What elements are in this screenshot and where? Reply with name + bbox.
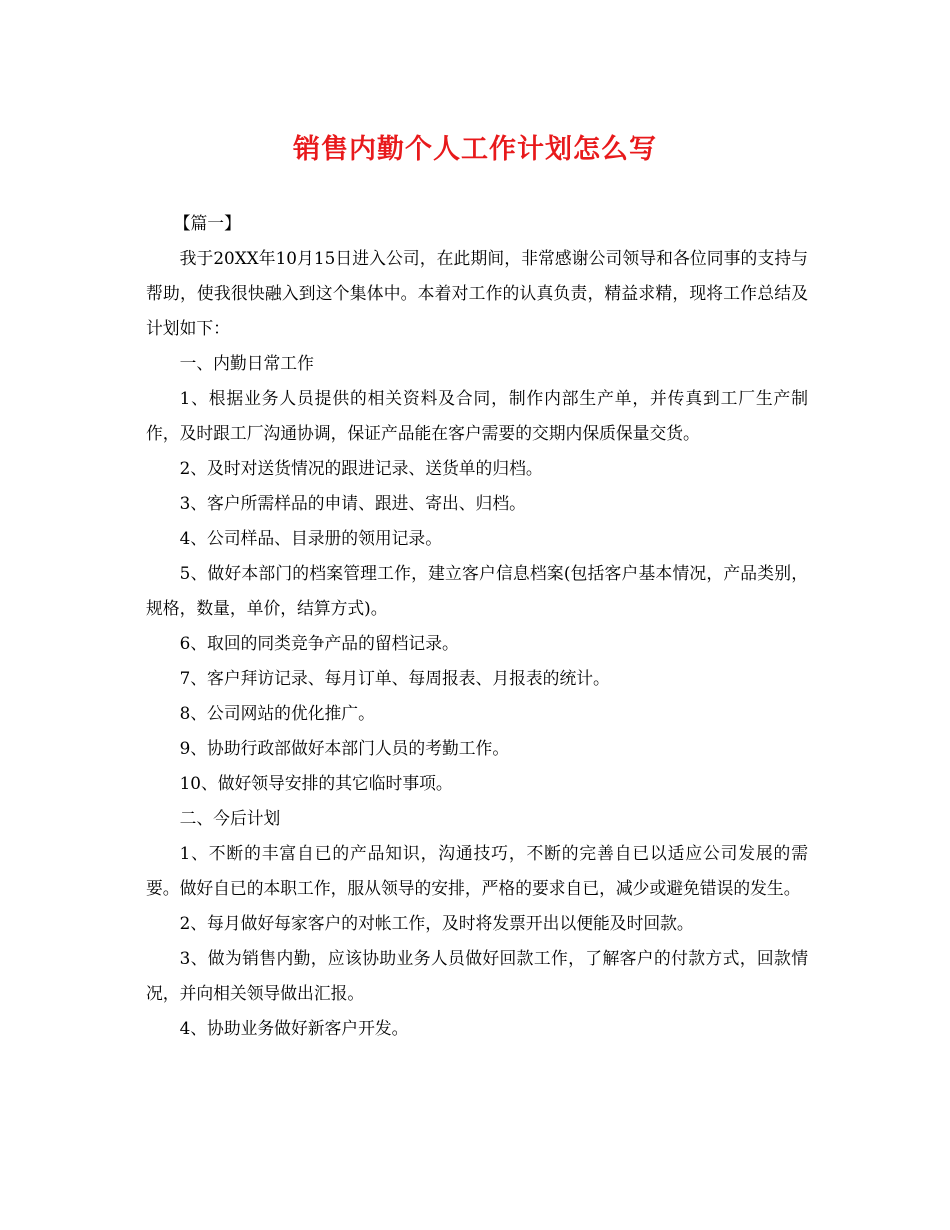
list-item-daily-7: 7、客户拜访记录、每月订单、每周报表、月报表的统计。	[179, 668, 610, 688]
list-item-daily-4: 4、公司样品、目录册的领用记录。	[179, 528, 442, 548]
list-item-plan-3: 3、做为销售内勤，应该协助业务人员做好回款工作，了解客户的付款方式，回款情况，并向相关领导做出汇报。	[146, 948, 808, 1003]
list-item-daily-10: 10、做好领导安排的其它临时事项。	[179, 773, 453, 793]
list-item-daily-9: 9、协助行政部做好本部门人员的考勤工作。	[179, 738, 510, 758]
paragraph-intro: 我于20XX年10月15日进入公司，在此期间，非常感谢公司领导和各位同事的支持与帮助，使我很快融入到这个集体中。本着对工作的认真负责，精益求精，现将工作总结及计划如下：	[146, 248, 808, 338]
list-item-plan-2: 2、每月做好每家客户的对帐工作，及时将发票开出以便能及时回款。	[179, 913, 694, 933]
document-title: 销售内勤个人工作计划怎么写	[293, 134, 657, 165]
list-item-daily-2: 2、及时对送货情况的跟进记录、送货单的归档。	[179, 458, 543, 478]
list-item-plan-1: 1、不断的丰富自已的产品知识，沟通技巧，不断的完善自已以适应公司发展的需要。做好自已的本职工作，服从领导的安排，严格的要求自已，减少或避免错误的发生。	[146, 843, 808, 898]
list-item-plan-4: 4、协助业务做好新客户开发。	[179, 1018, 409, 1038]
list-item-daily-3: 3、客户所需样品的申请、跟进、寄出、归档。	[179, 493, 526, 513]
document-body	[146, 206, 808, 1046]
list-item-daily-5: 5、做好本部门的档案管理工作，建立客户信息档案(包括客户基本情况，产品类别，规格，数量，单价，结算方式)。	[146, 563, 808, 618]
list-item-daily-1: 1、根据业务人员提供的相关资料及合同，制作内部生产单，并传真到工厂生产制作，及时跟工厂沟通协调，保证产品能在客户需要的交期内保质保量交货。	[146, 388, 808, 443]
heading-future-plan: 二、今后计划	[179, 808, 281, 828]
list-item-daily-6: 6、取回的同类竞争产品的留档记录。	[179, 633, 459, 653]
list-item-daily-8: 8、公司网站的优化推广。	[179, 703, 375, 723]
heading-daily-work: 一、内勤日常工作	[179, 353, 314, 373]
section-marker: 【篇一】	[173, 213, 241, 233]
